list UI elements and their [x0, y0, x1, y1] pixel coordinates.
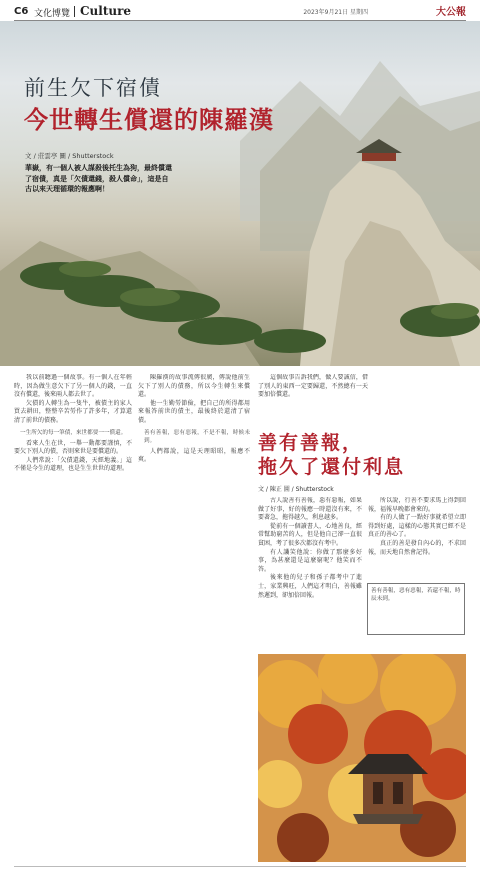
footer-rule: [14, 866, 466, 867]
article2-column-2: [368, 497, 466, 579]
article2-quote-box: 善有善報，惡有惡報，若還不報，時辰未到。: [367, 583, 465, 635]
pull-quote: 一生所欠的每一筆債，來世都要一一償還。: [20, 429, 127, 436]
article2-title-line2: 拖久了還付利息: [258, 456, 406, 478]
paragraph: 古人說善有善報，惡有惡報，如果做了好事，好的報應一時還沒有來，不要著急，拖得越久，利息越多。: [258, 497, 362, 522]
article1-title-line2: 今世轉生償還的陳羅漢: [24, 105, 274, 134]
paragraph: 有的人做了一點好事就希望立即得到好處，這樣的心態其實已經不是真正的善心了。: [368, 514, 466, 539]
paragraph: 欠債的人轉生為一隻牛，被債主的家人買去耕田，整整辛苦勞作了許多年，才算還清了前世的債務。: [14, 399, 132, 424]
paragraph: 看來人生在世，一舉一動都要謹慎，不要欠下別人的債，否則來世是要償還的。: [14, 439, 132, 456]
page-number: C6: [14, 6, 29, 17]
issue-date: 2023年9月21日 星期四: [303, 9, 368, 16]
article2-title-line1: 善有善報，: [258, 432, 364, 454]
article2-column-1: [258, 497, 362, 651]
paragraph: 我以前聽過一個故事。有一個人在年輕時，因為做生意欠下了另一個人的錢，一直沒有償還，後來兩人都去世了。: [14, 374, 132, 399]
paragraph: 真正的善是發自內心的，不求回報，而天地自然會記得。: [368, 539, 466, 556]
paragraph: 所以說，行善不要求馬上得到回報，福報早晚都會來的。: [368, 497, 466, 513]
section-name-en: Culture: [80, 4, 132, 18]
pull-quote: 善有善報，惡有惡報，不是不報，時候未到。: [144, 429, 250, 444]
article1-title-line1: 前生欠下宿債: [24, 76, 162, 100]
paragraph: 人們常說：「欠債還錢，天經地義。」這不僅是今生的道理，也是生生世世的道理。: [14, 456, 132, 473]
paragraph: 有人譏笑他說：你做了那麼多好事，為甚麼還是這麼窮呢？他笑而不答。: [258, 548, 362, 573]
section-name: 文化博覽: [34, 9, 71, 19]
article1-column-1: [14, 374, 132, 864]
autumn-illustration: [258, 654, 466, 862]
article2-title: [258, 431, 405, 479]
paragraph: 他一生勤勞節儉，把自己的所得都用來報答前世的債主，最後終於還清了宿債。: [138, 399, 250, 424]
article2-byline: 文 / 陳正 圖 / Shutterstock: [258, 486, 334, 493]
paragraph: 陳羅漢的故事流傳很廣，傳說他前生欠下了別人的債務，所以今生轉生來償還。: [138, 374, 250, 399]
paragraph: 人們都說，這是天理昭昭，報應不爽。: [138, 447, 250, 464]
article1-column-2: [138, 374, 250, 864]
paragraph: 從前有一個讀書人，心地善良，經常幫助窮苦的人，但是他自己卻一直很貧困，考了很多次都沒有考中。: [258, 522, 362, 547]
article1-column-3: [258, 374, 368, 426]
newspaper-logo: 大公報: [436, 7, 466, 18]
paragraph: 後來他的兒子和孫子都考中了進士，家業興旺，人們這才明白，善報雖然遲到，卻加倍回報。: [258, 574, 362, 599]
article1-lead: 華嶽，有一個人被人謀殺後托生為狗，最終償還了宿債，真是「欠債還錢，殺人償命」，這是自古以來天理循環的報應啊！: [25, 164, 172, 193]
paragraph: 這個故事告訴我們，做人要誠信，借了別人的東西一定要歸還，不然總有一天要加倍償還。: [258, 374, 368, 399]
article1-byline: 文 / 莊雲亭 圖 / Shutterstock: [25, 152, 114, 160]
autumn-photo: [258, 654, 466, 862]
section-divider: [74, 6, 75, 17]
